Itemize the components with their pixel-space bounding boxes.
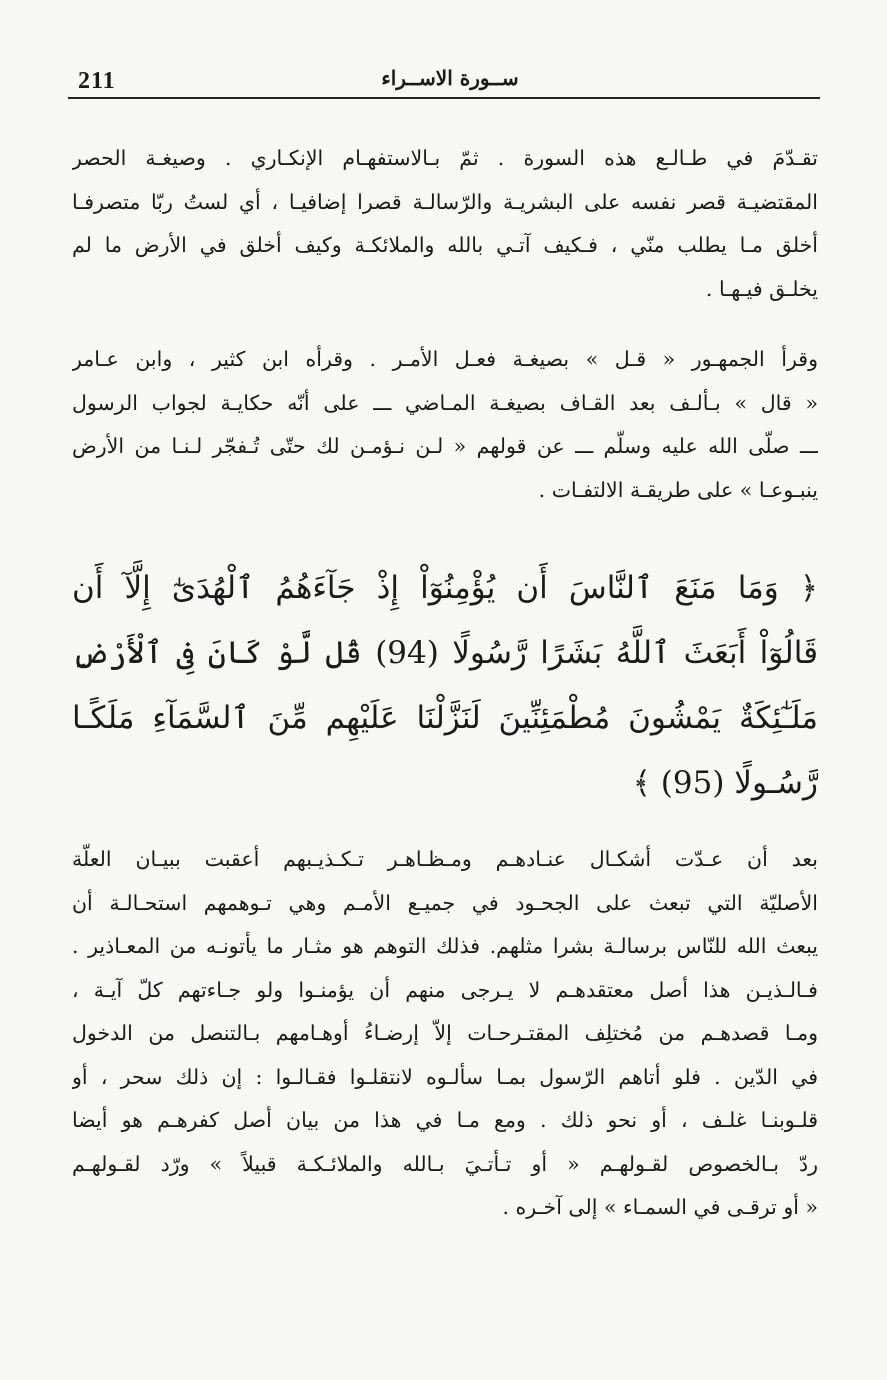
text-line: ينبـوعـا » على طريقـة الالتفـات . bbox=[538, 477, 818, 502]
verse-line: ﴿ وَمَا مَنَعَ ٱلنَّاسَ أَن يُؤْمِنُوٓاْ إِذْ جَآءَهُمُ ٱلْهُدَىٰٓ إِلَّآ أَن bbox=[72, 570, 818, 606]
verse-line: مَلَـٰٓئِكَةٌ يَمْشُونَ مُطْمَئِنِّينَ لَنَزَّلْنَا عَلَيْهِم مِّنَ ٱلسَّمَآءِ مَلَكًـا bbox=[72, 700, 818, 736]
text-line: وقرأ الجمهـور « قـل » بصيغـة فعـل الأمـر . وقرأه ابن كثير ، وابن عـامر bbox=[72, 347, 818, 371]
text-line: أخلق مـا يطلب منّي ، فـكيف آتـي بالله والملائكـة وكيف أخلق في الأرض ما لم bbox=[72, 233, 818, 257]
text-line: يبعث الله للنّاس برسالـة بشرا مثلهم. فذلك التوهم هو مثـار ما يأتونـه من المعـاذير . bbox=[72, 934, 818, 958]
text-line: يخلـق فيـهـا . bbox=[705, 276, 818, 301]
text-line: « قال » بـألـف بعد القـاف بصيغـة المـاضي ـــ على أنّه حكايـة لجواب الرسول bbox=[72, 390, 818, 415]
text-line: « أو ترقـى في السمـاء » إلى آخـره . bbox=[502, 1195, 818, 1219]
verse-line: رَّسُـولًا (95) ﴾ bbox=[632, 765, 818, 801]
text-line: الأصليّة التي تبعث على الجحـود في جميـع الأمـم وهي تـوهمهم استحـالـة أن bbox=[72, 890, 818, 915]
text-line: ـــ صلّى الله عليه وسلّم ـــ عن قولهم « لـن نـؤمـن لك حتّى تُـفجّر لـنـا من الأرض bbox=[72, 434, 818, 458]
verse-line: قَالُوٓاْ أَبَعَثَ ٱللَّهُ بَشَرًا رَّسُولًا (94) قُل لَّوْ كَانَ فِى ٱلْأَرْضِ bbox=[72, 635, 818, 671]
text-line: بعد أن عـدّت أشكـال عنـادهـم ومـظـاهـر تـكـذيـبهم أعقبت ببيـان العلّة bbox=[72, 847, 818, 871]
text-line: تقـدّمَ في طـالـع هذه السورة . ثمّ بـالاستفهـام الإنكـاري . وصيغـة الحصر bbox=[72, 146, 818, 170]
page-number: 211 bbox=[78, 68, 116, 94]
text-line: قلـوبنـا غلـف ، أو نحو ذلك . ومع مـا في هذا من بيان أصل كفرهـم هو أيضا bbox=[72, 1108, 818, 1132]
text-line: ومـا قصدهـم من مُختلِف المقتـرحـات إلاّ إرضـاءُ أوهـامهم بـالتنصل من الدخول bbox=[72, 1021, 818, 1045]
text-line: في الدّين . فلو أتاهم الرّسول بمـا سألـوه لانتقلـوا فقـالـوا : إن ذلك سحر ، أو bbox=[72, 1064, 818, 1089]
quran-verse bbox=[72, 556, 818, 816]
paragraph-1 bbox=[72, 137, 818, 311]
paragraph-2 bbox=[72, 338, 818, 512]
paragraph-3 bbox=[72, 838, 818, 1230]
text-line: ردّ بـالخصوص لقـولهـم « أو تـأتـيَ بـالله والملائـكـة قبيلاً » ورّد لقـولهـم bbox=[72, 1151, 818, 1176]
header-rule bbox=[68, 97, 820, 99]
text-line: فـالـذيـن هذا أصل معتقدهـم لا يـرجى منهم أن يؤمنـوا ولو جـاءتهم كلّ آيـة ، bbox=[72, 977, 818, 1002]
text-line: المقتضيـة قصر نفسه على البشريـة والرّسالـة قصرا إضافيـا ، أي لستُ ربّا متصرفـا bbox=[72, 189, 818, 214]
running-head-surah-title: ســورة الاســراء bbox=[381, 66, 519, 90]
